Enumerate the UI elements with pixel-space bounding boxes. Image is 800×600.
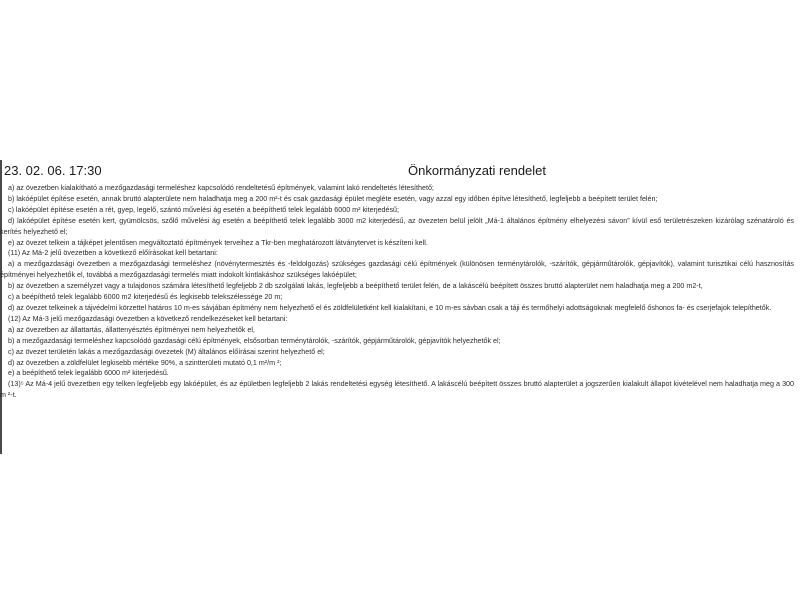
paragraph: (11) Az Má-2 jelű övezetben a következő előírásokat kell betartani: bbox=[8, 249, 218, 258]
paragraph: e) a beépíthető telek legalább 6000 m² kiterjedésű. bbox=[8, 369, 169, 378]
paragraph: c) a beépíthető telek legalább 6000 m2 kiterjedésű és legkisebb telekszélessége 20 m; bbox=[8, 293, 283, 302]
print-date: 23. 02. 06. 17:30 bbox=[4, 163, 102, 178]
paragraph: d) az övezet telkeinek a tájvédelmi körzettel határos 10 m-es sávjában építmény nem helyezhető el és zöldfelületként kell kialakítani, e 10 m-es sávban csak a táji és termőhelyi adottságoknak megfelelő őshonos fa- és cserjefajok telepíthetők. bbox=[8, 303, 772, 312]
print-header bbox=[0, 163, 800, 183]
paragraph: b) lakóépület építése esetén, annak bruttó alapterülete nem haladhatja meg a 200 m²-t és csak gazdasági épület megléte esetén, vagy azzal egy időben építve létesíthető, legfeljebb a beépített terület felén; bbox=[8, 194, 658, 203]
regulation-text bbox=[0, 183, 794, 401]
paragraph: c) az övezet területén lakás a mezőgazdasági övezetek (M) általános előírásai szerint helyezhető el; bbox=[8, 347, 325, 356]
paragraph: c) lakóépület építése esetén a rét, gyep, legelő, szántó művelési ág esetén a beépíthető telek legalább 6000 m² kiterjedésű; bbox=[8, 205, 400, 214]
paragraph: (13)⁵ Az Má-4 jelű övezetben egy telken legfeljebb egy lakóépület, és az épületben legfeljebb 2 lakás rendeltetési egység létesíthető. A lakáscélú beépített összes bruttó alapterület a jogszerűen kialakult állapot kivételével nem haladhatja meg a 300 m ²-t. bbox=[0, 380, 794, 400]
document-title: Önkormányzati rendelet bbox=[408, 163, 547, 178]
paragraph: (12) Az Má-3 jelű mezőgazdasági övezetben a következő rendelkezéseket kell betartani: bbox=[8, 314, 288, 323]
paragraph: b) az övezetben a személyzet vagy a tulajdonos számára létesíthető legfeljebb 2 db szolgálati lakás, legfeljebb a beépíthető terület felén, de a lakáscélú beépített összes bruttó alapterület nem haladhatja meg a 200 m2-t, bbox=[8, 282, 703, 291]
paragraph: d) az övezetben a zöldfelület legkisebb mértéke 90%, a szintterületi mutató 0,1 m²/m ²; bbox=[8, 358, 282, 367]
paragraph: a) a mezőgazdasági övezetben a mezőgazdasági termeléshez (növénytermesztés és -feldolgozás) szükséges gazdasági célú építmények (különösen terménytárolók, -szárítók, gépjárműtárolók, gépjavítók), valamint turisztikai célú hasznosítás építményei helyezhetők el, továbbá a mezőgazdasági termelés miatt indokolt kintlakáshoz szükséges lakóépület; bbox=[0, 260, 794, 280]
paragraph: d) lakóépület építése esetén kert, gyümölcsös, szőlő művelési ág esetén a beépíthető telek legalább 3000 m2 kiterjedésű, az övezeten belül jelölt „Má-1 általános építmény elhelyezési sávon” kívül eső területrészeken kizárólag szénatároló és kerítés helyezhető el; bbox=[0, 216, 794, 236]
paragraph: e) az övezet telkein a tájképet jelentősen megváltoztató építmények terveihez a Tkr-ben meghatározott látványtervet is készíteni kell. bbox=[8, 238, 428, 247]
paragraph: b) a mezőgazdasági termeléshez kapcsolódó gazdasági célú építmények, elsősorban terménytárolók, -szárítók, gépjárműtárolók, gépjavítók helyezhetők el; bbox=[8, 336, 501, 345]
paragraph: a) az övezetben kialakítható a mezőgazdasági termeléshez kapcsolódó rendeltetésű építmények, valamint lakó rendeltetés létesíthető; bbox=[8, 184, 434, 192]
paragraph: a) az övezetben az állattartás, állattenyésztés építményei nem helyezhetők el, bbox=[8, 325, 255, 334]
